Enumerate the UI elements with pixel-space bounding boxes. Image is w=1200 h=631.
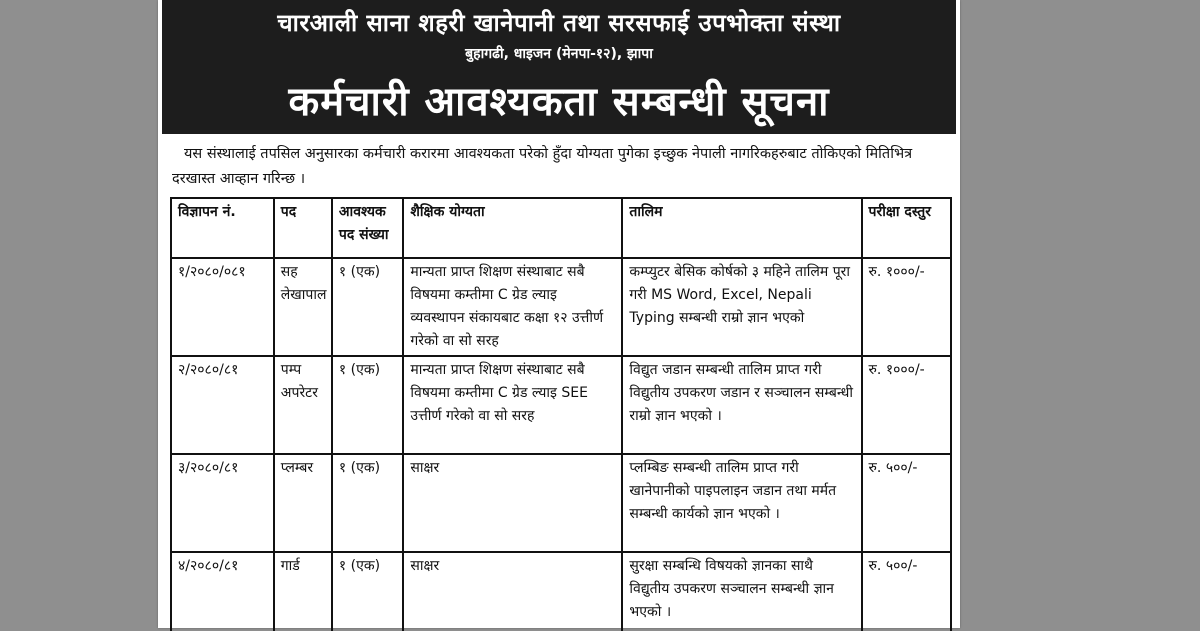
vacancy-table bbox=[170, 197, 952, 631]
table-header-row bbox=[171, 198, 951, 258]
header-post-count: आवश्यक पद संख्या bbox=[332, 198, 404, 258]
header-post: पद bbox=[274, 198, 332, 258]
notice-header bbox=[162, 0, 956, 134]
cell-training: सुरक्षा सम्बन्धि विषयको ज्ञानका साथै विद्युतीय उपकरण सञ्चालन सम्बन्धी ज्ञान भएको । bbox=[622, 552, 861, 631]
cell-exam-fee: रु. ५००/- bbox=[862, 454, 951, 552]
cell-qualification: साक्षर bbox=[403, 552, 622, 631]
cell-post-count: १ (एक) bbox=[332, 552, 404, 631]
cell-ad-number: २/२०८०/८१ bbox=[171, 356, 274, 454]
cell-post-count: १ (एक) bbox=[332, 356, 404, 454]
cell-post: गार्ड bbox=[274, 552, 332, 631]
cell-training: विद्युत जडान सम्बन्धी तालिम प्राप्त गरी विद्युतीय उपकरण जडान र सञ्चालन सम्बन्धी राम्रो ज्ञान भएको । bbox=[622, 356, 861, 454]
cell-qualification: साक्षर bbox=[403, 454, 622, 552]
cell-post: प्लम्बर bbox=[274, 454, 332, 552]
organization-name: चारआली साना शहरी खानेपानी तथा सरसफाई उपभोक्ता संस्था bbox=[277, 9, 841, 37]
table-row bbox=[171, 454, 951, 552]
cell-post: पम्प अपरेटर bbox=[274, 356, 332, 454]
notice-page bbox=[158, 0, 960, 628]
cell-post: सह लेखापाल bbox=[274, 258, 332, 356]
cell-ad-number: ३/२०८०/८१ bbox=[171, 454, 274, 552]
cell-exam-fee: रु. १०००/- bbox=[862, 258, 951, 356]
cell-training: प्लम्बिङ सम्बन्धी तालिम प्राप्त गरी खानेपानीको पाइपलाइन जडान तथा मर्मत सम्बन्धी कार्यको ज्ञान भएको । bbox=[622, 454, 861, 552]
cell-training: कम्प्युटर बेसिक कोर्षको ३ महिने तालिम पूरा गरी MS Word, Excel, Nepali Typing सम्बन्धी राम्रो ज्ञान भएको bbox=[622, 258, 861, 356]
notice-title: कर्मचारी आवश्यकता सम्बन्धी सूचना bbox=[288, 79, 830, 125]
cell-exam-fee: रु. ५००/- bbox=[862, 552, 951, 631]
header-qualification: शैक्षिक योग्यता bbox=[403, 198, 622, 258]
organization-address: बुहागढी, धाइजन (मेनपा-१२), झापा bbox=[465, 46, 653, 62]
table-row bbox=[171, 356, 951, 454]
cell-ad-number: ४/२०८०/८१ bbox=[171, 552, 274, 631]
header-exam-fee: परीक्षा दस्तुर bbox=[862, 198, 951, 258]
table-row bbox=[171, 258, 951, 356]
cell-post-count: १ (एक) bbox=[332, 258, 404, 356]
header-ad-number: विज्ञापन नं. bbox=[171, 198, 274, 258]
header-training: तालिम bbox=[622, 198, 861, 258]
table-row bbox=[171, 552, 951, 631]
cell-exam-fee: रु. १०००/- bbox=[862, 356, 951, 454]
cell-post-count: १ (एक) bbox=[332, 454, 404, 552]
cell-ad-number: १/२०८०/०८१ bbox=[171, 258, 274, 356]
cell-qualification: मान्यता प्राप्त शिक्षण संस्थाबाट सबै विषयमा कम्तीमा C ग्रेड ल्याइ व्यवस्थापन संकायबाट कक्षा १२ उत्तीर्ण गरेको वा सो सरह bbox=[403, 258, 622, 356]
cell-qualification: मान्यता प्राप्त शिक्षण संस्थाबाट सबै विषयमा कम्तीमा C ग्रेड ल्याइ SEE उत्तीर्ण गरेको वा सो सरह bbox=[403, 356, 622, 454]
intro-paragraph: यस संस्थालाई तपसिल अनुसारका कर्मचारी करारमा आवश्यकता परेको हुँदा योग्यता पुगेका इच्छुक नेपाली नागरिकहरुबाट तोकिएको मितिभित्र दरखास्त आव्हान गरिन्छ । bbox=[172, 146, 913, 187]
